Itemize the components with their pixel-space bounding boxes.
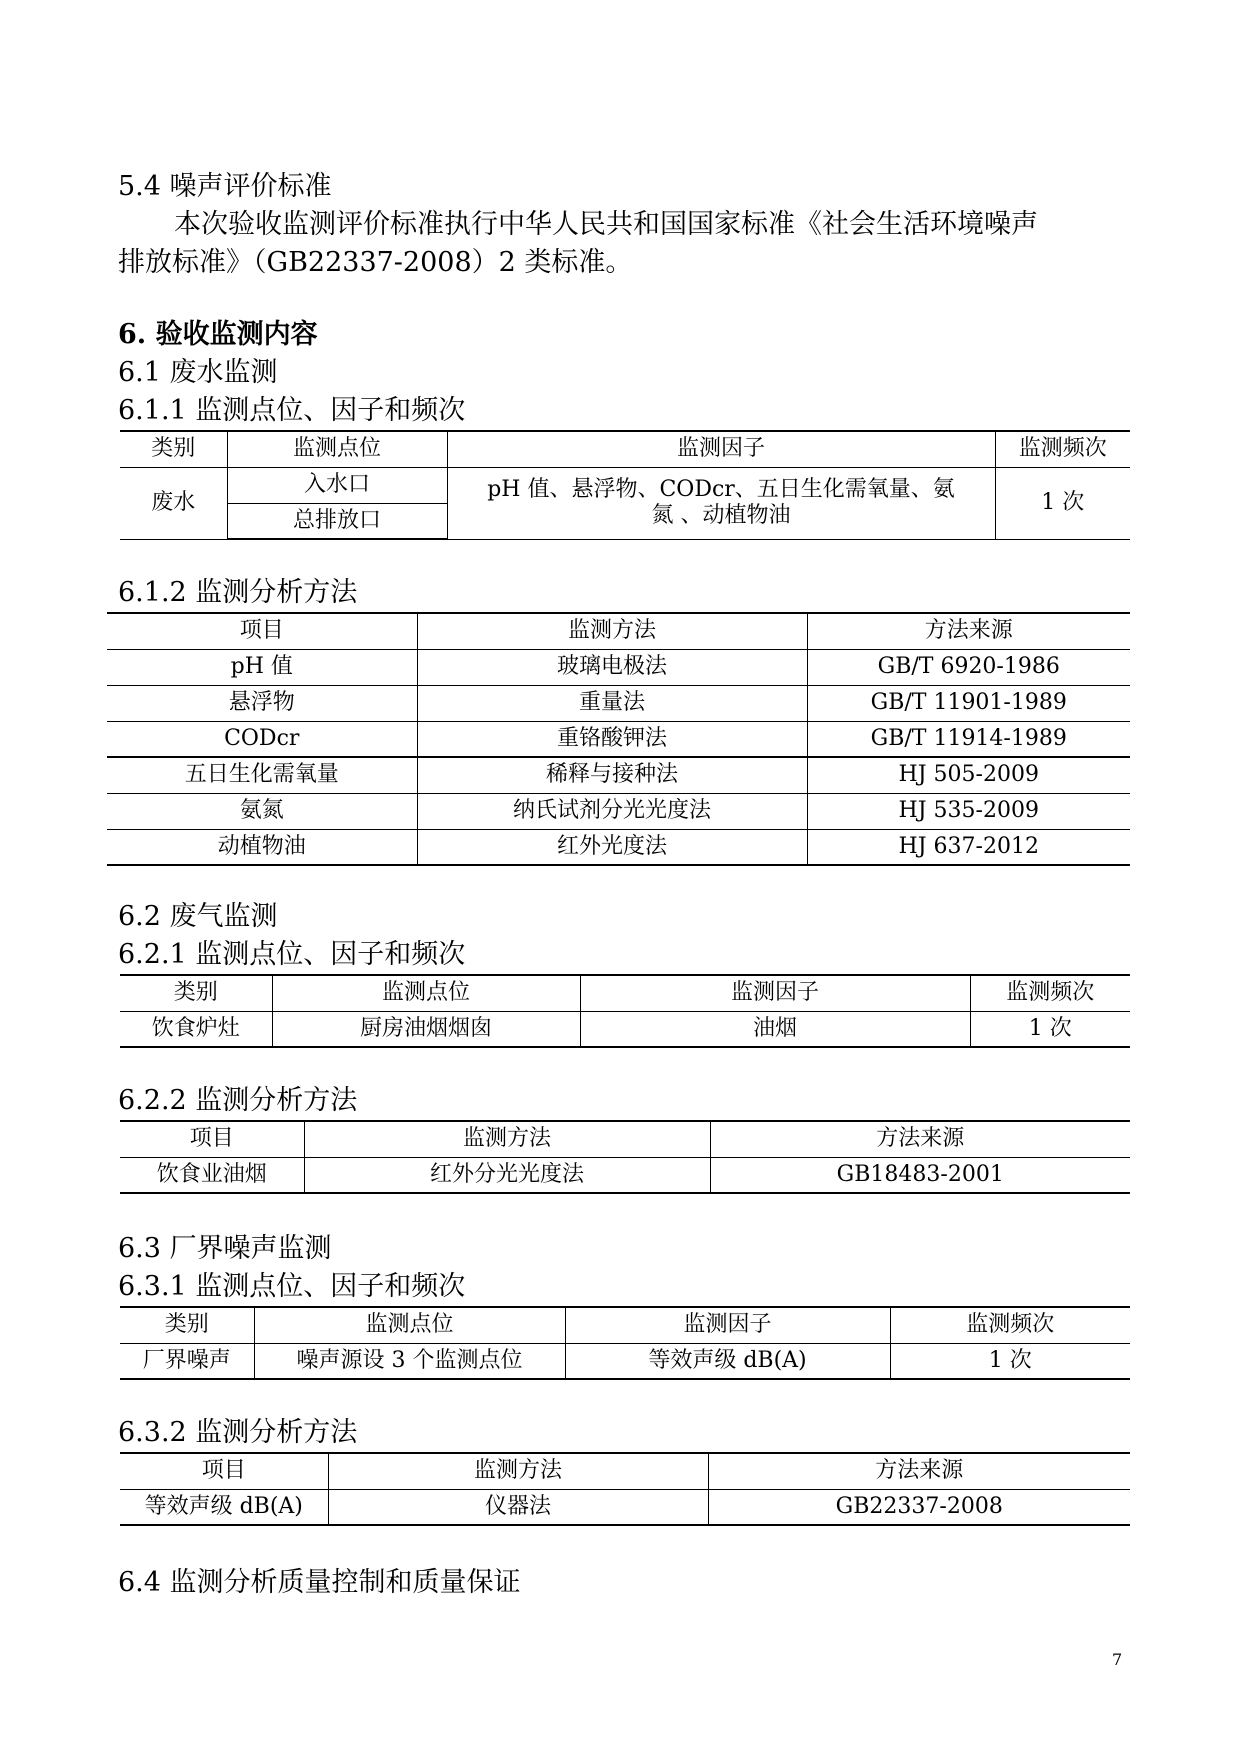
source-cell: GB/T 6920-1986 bbox=[807, 649, 1130, 685]
factors-line-2: 氮 、动植物油 bbox=[651, 503, 791, 528]
table-row bbox=[120, 1489, 1130, 1525]
header-cell: 方法来源 bbox=[708, 1453, 1130, 1489]
heading-6-4: 6.4 监测分析质量控制和质量保证 bbox=[118, 1567, 521, 1598]
factors-cell bbox=[447, 467, 995, 539]
paragraph-line-2: 排放标准》（GB22337-2008）2 类标准。 bbox=[118, 247, 633, 278]
paragraph-line-1: 本次验收监测评价标准执行中华人民共和国国家标准《社会生活环境噪声 bbox=[174, 209, 1038, 240]
header-cell: 项目 bbox=[120, 1453, 328, 1489]
frequency-cell: 1 次 bbox=[890, 1343, 1130, 1379]
heading-6: 6. 验收监测内容 bbox=[118, 319, 318, 350]
header-cell: 监测方法 bbox=[417, 613, 807, 649]
item-cell: 氨氮 bbox=[107, 793, 417, 829]
header-cell: 方法来源 bbox=[807, 613, 1130, 649]
heading-6-1-2: 6.1.2 监测分析方法 bbox=[118, 577, 358, 608]
table-row bbox=[107, 685, 1130, 721]
source-cell: GB/T 11901-1989 bbox=[807, 685, 1130, 721]
point-cell: 噪声源设 3 个监测点位 bbox=[254, 1343, 565, 1379]
header-cell: 监测频次 bbox=[995, 431, 1130, 467]
method-cell: 红外光度法 bbox=[417, 829, 807, 865]
header-cell: 监测方法 bbox=[304, 1121, 710, 1157]
header-cell: 类别 bbox=[120, 975, 272, 1011]
source-cell: GB/T 11914-1989 bbox=[807, 721, 1130, 757]
table-noise-methods bbox=[120, 1452, 1130, 1526]
heading-6-3-1: 6.3.1 监测点位、因子和频次 bbox=[118, 1271, 466, 1302]
item-cell: CODcr bbox=[107, 721, 417, 757]
table-header-row bbox=[120, 1121, 1130, 1157]
source-cell: HJ 535-2009 bbox=[807, 793, 1130, 829]
table-row bbox=[120, 467, 1130, 503]
factor-cell: 等效声级 dB(A) bbox=[565, 1343, 890, 1379]
method-cell: 稀释与接种法 bbox=[417, 757, 807, 793]
source-cell: HJ 505-2009 bbox=[807, 757, 1130, 793]
frequency-cell: 1 次 bbox=[995, 467, 1130, 539]
table-wastewater-methods bbox=[107, 612, 1130, 866]
heading-6-2: 6.2 废气监测 bbox=[118, 901, 278, 932]
table-header-row bbox=[120, 1307, 1130, 1343]
source-cell: GB22337-2008 bbox=[708, 1489, 1130, 1525]
table-row bbox=[120, 1343, 1130, 1379]
table-header-row bbox=[120, 431, 1130, 467]
item-cell: 悬浮物 bbox=[107, 685, 417, 721]
table-row bbox=[120, 1157, 1130, 1193]
header-cell: 项目 bbox=[120, 1121, 304, 1157]
table-header-row bbox=[120, 975, 1130, 1011]
item-cell: 饮食业油烟 bbox=[120, 1157, 304, 1193]
heading-5-4: 5.4 噪声评价标准 bbox=[118, 171, 332, 202]
header-cell: 监测因子 bbox=[447, 431, 995, 467]
item-cell: 动植物油 bbox=[107, 829, 417, 865]
heading-6-1-1: 6.1.1 监测点位、因子和频次 bbox=[118, 395, 466, 426]
method-cell: 仪器法 bbox=[328, 1489, 708, 1525]
method-cell: 纳氏试剂分光光度法 bbox=[417, 793, 807, 829]
category-cell: 饮食炉灶 bbox=[120, 1011, 272, 1047]
table-exhaust-methods bbox=[120, 1120, 1130, 1194]
page-number: 7 bbox=[1112, 1650, 1123, 1669]
heading-6-3-2: 6.3.2 监测分析方法 bbox=[118, 1417, 358, 1448]
header-cell: 监测频次 bbox=[970, 975, 1130, 1011]
point-cell: 厨房油烟烟囱 bbox=[272, 1011, 580, 1047]
method-cell: 重量法 bbox=[417, 685, 807, 721]
table-row bbox=[120, 1011, 1130, 1047]
factors-line-1: pH 值、悬浮物、CODcr、五日生化需氧量、氨 bbox=[487, 477, 955, 502]
item-cell: 五日生化需氧量 bbox=[107, 757, 417, 793]
category-cell: 厂界噪声 bbox=[120, 1343, 254, 1379]
header-cell: 方法来源 bbox=[710, 1121, 1130, 1157]
header-cell: 监测因子 bbox=[565, 1307, 890, 1343]
frequency-cell: 1 次 bbox=[970, 1011, 1130, 1047]
heading-6-2-1: 6.2.1 监测点位、因子和频次 bbox=[118, 939, 466, 970]
table-row bbox=[107, 793, 1130, 829]
header-cell: 监测方法 bbox=[328, 1453, 708, 1489]
point-cell: 总排放口 bbox=[227, 503, 447, 539]
header-cell: 监测点位 bbox=[272, 975, 580, 1011]
header-cell: 类别 bbox=[120, 1307, 254, 1343]
table-row bbox=[107, 649, 1130, 685]
item-cell: pH 值 bbox=[107, 649, 417, 685]
table-row bbox=[107, 721, 1130, 757]
category-cell: 废水 bbox=[120, 467, 227, 539]
method-cell: 重铬酸钾法 bbox=[417, 721, 807, 757]
table-header-row bbox=[120, 1453, 1130, 1489]
heading-6-3: 6.3 厂界噪声监测 bbox=[118, 1233, 332, 1264]
heading-6-2-2: 6.2.2 监测分析方法 bbox=[118, 1085, 358, 1116]
table-exhaust-points bbox=[120, 974, 1130, 1048]
header-cell: 项目 bbox=[107, 613, 417, 649]
header-cell: 类别 bbox=[120, 431, 227, 467]
header-cell: 监测因子 bbox=[580, 975, 970, 1011]
table-row bbox=[107, 757, 1130, 793]
table-row bbox=[107, 829, 1130, 865]
source-cell: HJ 637-2012 bbox=[807, 829, 1130, 865]
table-wastewater-points bbox=[120, 430, 1130, 540]
header-cell: 监测点位 bbox=[254, 1307, 565, 1343]
item-cell: 等效声级 dB(A) bbox=[120, 1489, 328, 1525]
method-cell: 玻璃电极法 bbox=[417, 649, 807, 685]
point-cell: 入水口 bbox=[227, 467, 447, 503]
header-cell: 监测频次 bbox=[890, 1307, 1130, 1343]
source-cell: GB18483-2001 bbox=[710, 1157, 1130, 1193]
header-cell: 监测点位 bbox=[227, 431, 447, 467]
table-header-row bbox=[107, 613, 1130, 649]
paragraph-noise-standard bbox=[118, 206, 1128, 282]
factor-cell: 油烟 bbox=[580, 1011, 970, 1047]
method-cell: 红外分光光度法 bbox=[304, 1157, 710, 1193]
table-noise-points bbox=[120, 1306, 1130, 1380]
heading-6-1: 6.1 废水监测 bbox=[118, 357, 278, 388]
